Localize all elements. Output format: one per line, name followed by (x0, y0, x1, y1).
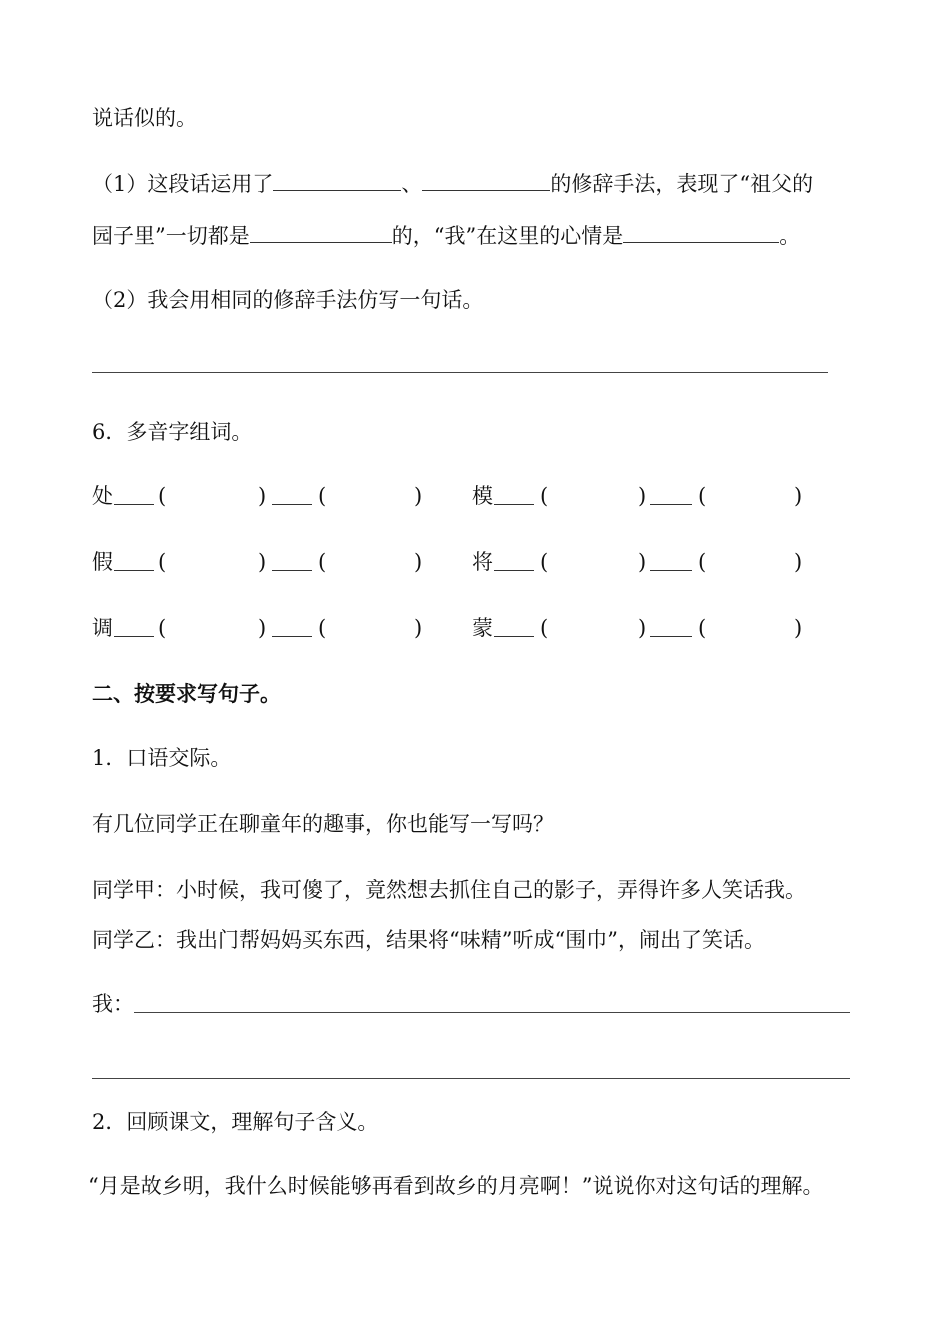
question-1-line-1 (92, 168, 813, 198)
paren-close: ) (638, 616, 647, 640)
polyphone-row-2 (92, 548, 852, 576)
word-blank[interactable] (494, 482, 534, 505)
paren-close: ) (638, 550, 647, 574)
question-1-line-2 (92, 220, 800, 250)
question-1-text-a: （1）这段话运用了 (92, 172, 274, 196)
paragraph-end: 说话似的。 (92, 106, 197, 130)
polyphone-char: 处 (92, 484, 113, 508)
word-blank[interactable] (272, 548, 312, 571)
question-6-title: 6．多音字组词。 (92, 420, 253, 444)
paren-open: ( (540, 484, 549, 508)
question-2-text: （2）我会用相同的修辞手法仿写一句话。 (92, 288, 484, 312)
me-answer-line-1[interactable] (134, 1012, 850, 1013)
answer-blank-4[interactable] (623, 220, 779, 243)
question-1-separator: 、 (401, 172, 423, 196)
polyphone-char: 假 (92, 550, 113, 574)
student-b-text: 同学乙：我出门帮妈妈买东西，结果将“味精”听成“围巾”，闹出了笑话。 (92, 928, 765, 952)
word-blank[interactable] (272, 614, 312, 637)
item-2-title: 2．回顾课文，理解句子含义。 (92, 1110, 379, 1134)
me-answer-line-2[interactable] (92, 1078, 850, 1079)
item-1-title: 1．口语交际。 (92, 746, 232, 770)
paren-open: ( (698, 616, 707, 640)
word-blank[interactable] (650, 614, 692, 637)
paren-close: ) (794, 484, 803, 508)
paren-close: ) (258, 616, 267, 640)
answer-blank-3[interactable] (250, 220, 392, 243)
paren-open: ( (158, 484, 167, 508)
question-1-text-b: 的修辞手法，表现了“祖父的 (550, 172, 814, 196)
word-blank[interactable] (272, 482, 312, 505)
word-blank[interactable] (494, 614, 534, 637)
me-label: 我： (92, 992, 134, 1016)
paren-close: ) (414, 484, 423, 508)
answer-blank-2[interactable] (422, 168, 550, 191)
question-1-text-e: 。 (779, 224, 801, 248)
paren-close: ) (638, 484, 647, 508)
paren-open: ( (540, 550, 549, 574)
paren-open: ( (698, 484, 707, 508)
word-blank[interactable] (650, 548, 692, 571)
question-1-text-c: 园子里”一切都是 (92, 224, 250, 248)
paren-close: ) (794, 616, 803, 640)
paren-close: ) (414, 550, 423, 574)
question-1-text-d: 的，“我”在这里的心情是 (391, 224, 624, 248)
item-1-prompt: 有几位同学正在聊童年的趣事，你也能写一写吗？ (92, 812, 554, 836)
paren-close: ) (794, 550, 803, 574)
question-2-answer-line[interactable] (92, 372, 828, 373)
polyphone-char: 调 (92, 616, 113, 640)
paren-close: ) (258, 550, 267, 574)
polyphone-char: 蒙 (472, 616, 493, 640)
paren-open: ( (158, 616, 167, 640)
answer-blank-1[interactable] (273, 168, 401, 191)
word-blank[interactable] (114, 548, 154, 571)
polyphone-char: 模 (472, 484, 493, 508)
item-2-quote: “月是故乡明，我什么时候能够再看到故乡的月亮啊！”说说你对这句话的理解。 (88, 1174, 824, 1198)
paren-close: ) (258, 484, 267, 508)
paren-open: ( (540, 616, 549, 640)
section-2-title: 二、按要求写句子。 (92, 682, 281, 706)
paren-open: ( (698, 550, 707, 574)
polyphone-row-1 (92, 482, 852, 510)
word-blank[interactable] (650, 482, 692, 505)
student-a-text: 同学甲：小时候，我可傻了，竟然想去抓住自己的影子，弄得许多人笑话我。 (92, 878, 806, 902)
paren-close: ) (414, 616, 423, 640)
paren-open: ( (318, 484, 327, 508)
paren-open: ( (158, 550, 167, 574)
paren-open: ( (318, 550, 327, 574)
polyphone-char: 将 (472, 550, 493, 574)
word-blank[interactable] (114, 482, 154, 505)
word-blank[interactable] (114, 614, 154, 637)
polyphone-row-3 (92, 614, 852, 642)
word-blank[interactable] (494, 548, 534, 571)
paren-open: ( (318, 616, 327, 640)
